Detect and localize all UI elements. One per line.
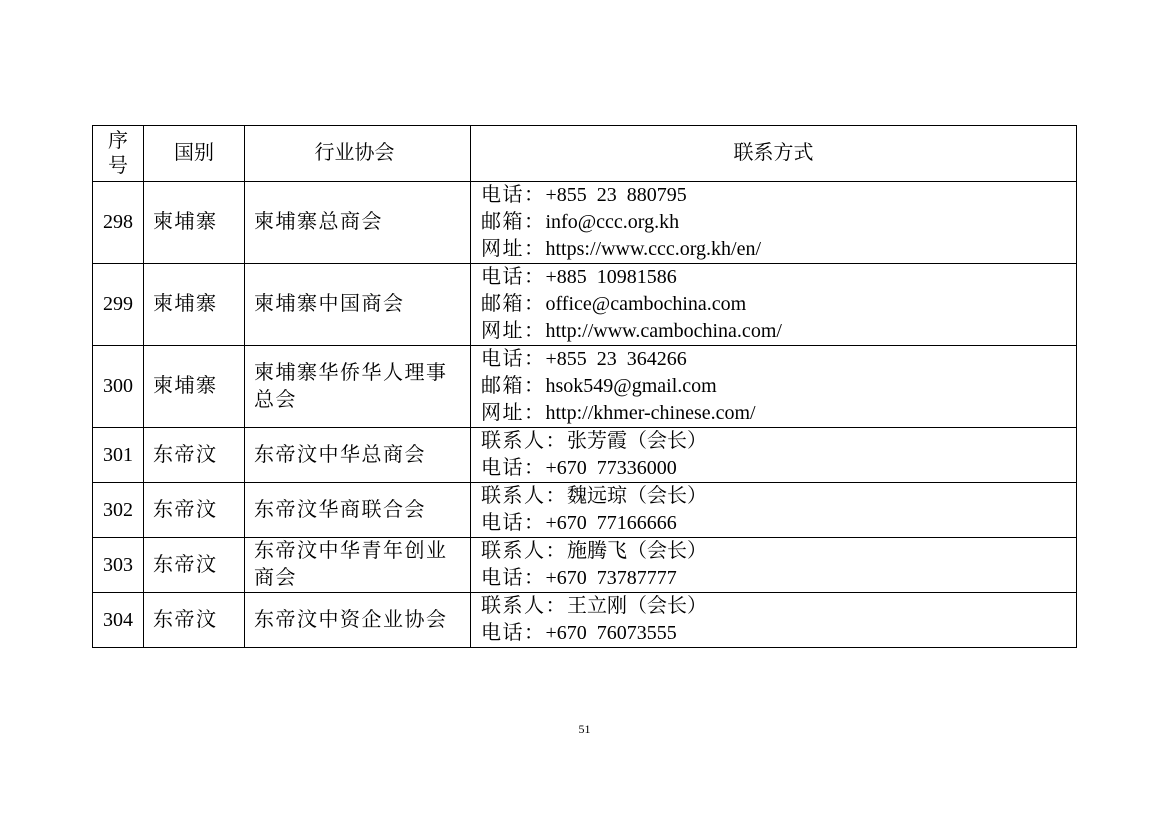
- contact-value: http://khmer-chinese.com/: [545, 402, 756, 424]
- contact-line: [481, 182, 1076, 209]
- row-association: 东帝汶中华青年创业商会: [245, 538, 471, 593]
- contact-value: 王立刚（会长）: [567, 595, 707, 617]
- contact-label: 电话：: [481, 512, 546, 534]
- association-table: [92, 125, 1077, 648]
- contact-label: 联系人：: [481, 430, 567, 452]
- header-association: 行业协会: [245, 126, 471, 182]
- contact-value: +670 73787777: [545, 567, 677, 589]
- row-seq: 303: [93, 538, 144, 593]
- row-country: 东帝汶: [144, 428, 245, 483]
- row-country: 东帝汶: [144, 538, 245, 593]
- table-row: [93, 428, 1077, 483]
- row-association: 东帝汶华商联合会: [245, 483, 471, 538]
- row-contact: [471, 538, 1077, 593]
- contact-line: [481, 510, 1076, 537]
- contact-line: [481, 400, 1076, 427]
- contact-line: [481, 428, 1076, 455]
- row-contact: [471, 483, 1077, 538]
- contact-value: 张芳霞（会长）: [567, 430, 707, 452]
- header-country: 国别: [144, 126, 245, 182]
- contact-label: 邮箱：: [481, 375, 546, 397]
- contact-line: [481, 291, 1076, 318]
- contact-value: info@ccc.org.kh: [545, 211, 680, 233]
- row-contact: [471, 346, 1077, 428]
- contact-value: http://www.cambochina.com/: [545, 320, 782, 342]
- row-contact: [471, 428, 1077, 483]
- contact-label: 邮箱：: [481, 293, 546, 315]
- contact-value: +855 23 364266: [545, 348, 687, 370]
- contact-label: 电话：: [481, 457, 546, 479]
- row-seq: 299: [93, 264, 144, 346]
- contact-label: 联系人：: [481, 540, 567, 562]
- row-seq: 301: [93, 428, 144, 483]
- contact-value: +670 76073555: [545, 622, 677, 644]
- contact-label: 联系人：: [481, 485, 567, 507]
- contact-line: [481, 346, 1076, 373]
- table-row: [93, 538, 1077, 593]
- row-contact: [471, 264, 1077, 346]
- contact-label: 联系人：: [481, 595, 567, 617]
- table-header-row: [93, 126, 1077, 182]
- contact-label: 网址：: [481, 402, 546, 424]
- row-seq: 304: [93, 593, 144, 648]
- row-association: 柬埔寨总商会: [245, 182, 471, 264]
- row-seq: 300: [93, 346, 144, 428]
- table-row: [93, 182, 1077, 264]
- contact-line: [481, 620, 1076, 647]
- row-country: 东帝汶: [144, 483, 245, 538]
- row-country: 柬埔寨: [144, 346, 245, 428]
- contact-value: +855 23 880795: [545, 184, 687, 206]
- contact-label: 网址：: [481, 320, 546, 342]
- table-row: [93, 593, 1077, 648]
- row-association: 东帝汶中华总商会: [245, 428, 471, 483]
- contact-value: hsok549@gmail.com: [545, 375, 717, 397]
- row-country: 柬埔寨: [144, 264, 245, 346]
- contact-line: [481, 318, 1076, 345]
- contact-line: [481, 236, 1076, 263]
- contact-value: https://www.ccc.org.kh/en/: [545, 238, 762, 260]
- contact-line: [481, 264, 1076, 291]
- table-row: [93, 264, 1077, 346]
- contact-label: 邮箱：: [481, 211, 546, 233]
- contact-line: [481, 209, 1076, 236]
- header-seq: [93, 126, 144, 182]
- page-number: 51: [578, 722, 591, 736]
- contact-value: +670 77166666: [545, 512, 677, 534]
- contact-line: [481, 593, 1076, 620]
- contact-value: 施腾飞（会长）: [567, 540, 707, 562]
- contact-label: 电话：: [481, 184, 546, 206]
- contact-label: 电话：: [481, 567, 546, 589]
- contact-value: 魏远琼（会长）: [567, 485, 707, 507]
- table-row: [93, 483, 1077, 538]
- contact-label: 电话：: [481, 622, 546, 644]
- contact-value: +885 10981586: [545, 266, 677, 288]
- row-country: 东帝汶: [144, 593, 245, 648]
- row-contact: [471, 182, 1077, 264]
- contact-line: [481, 538, 1076, 565]
- table-row: [93, 346, 1077, 428]
- contact-label: 网址：: [481, 238, 546, 260]
- row-seq: 298: [93, 182, 144, 264]
- row-seq: 302: [93, 483, 144, 538]
- contact-line: [481, 455, 1076, 482]
- contact-line: [481, 373, 1076, 400]
- header-seq-line1: 序: [108, 129, 128, 152]
- row-association: 柬埔寨华侨华人理事总会: [245, 346, 471, 428]
- contact-line: [481, 483, 1076, 510]
- contact-label: 电话：: [481, 266, 546, 288]
- contact-value: +670 77336000: [545, 457, 677, 479]
- header-seq-line2: 号: [108, 154, 128, 177]
- row-association: 柬埔寨中国商会: [245, 264, 471, 346]
- row-country: 柬埔寨: [144, 182, 245, 264]
- contact-label: 电话：: [481, 348, 546, 370]
- row-association: 东帝汶中资企业协会: [245, 593, 471, 648]
- contact-line: [481, 565, 1076, 592]
- row-contact: [471, 593, 1077, 648]
- header-contact: 联系方式: [471, 126, 1077, 182]
- contact-value: office@cambochina.com: [545, 293, 747, 315]
